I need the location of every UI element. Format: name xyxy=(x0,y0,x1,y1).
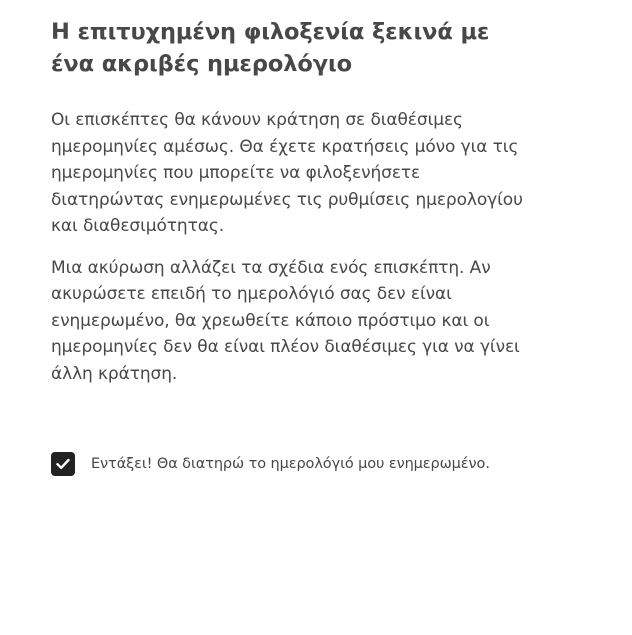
calendar-info-section xyxy=(51,16,531,387)
booking-info-paragraph: Οι επισκέπτες θα κάνουν κράτηση σε διαθέσιμες ημερομηνίες αμέσως. Θα έχετε κρατήσεις μόνο για τις ημερομηνίες που μπορείτε να φιλοξενήσετε διατηρώντας ενημερωμένες τις ρυθμίσεις ημερολογίου και διαθεσιμότητας. xyxy=(51,110,523,236)
page-title: Η επιτυχημένη φιλοξενία ξεκινά με ένα ακριβές ημερολόγιο xyxy=(51,19,490,77)
cancellation-info-paragraph: Μια ακύρωση αλλάζει τα σχέδια ενός επισκέπτη. Αν ακυρώσετε επειδή το ημερολόγιό σας δεν είναι ενημερωμένο, θα χρεωθείτε κάποιο πρόστιμο και οι ημερομηνίες δεν θα είναι πλέον διαθέσιμες για να γίνει άλλη κράτηση. xyxy=(51,257,520,384)
calendar-agreement-checkbox[interactable] xyxy=(51,452,75,476)
checkmark-icon xyxy=(56,458,70,470)
calendar-agreement-checkbox-row[interactable] xyxy=(51,452,490,476)
calendar-agreement-label[interactable]: Εντάξει! Θα διατηρώ το ημερολόγιό μου ενημερωμένο. xyxy=(91,456,490,472)
